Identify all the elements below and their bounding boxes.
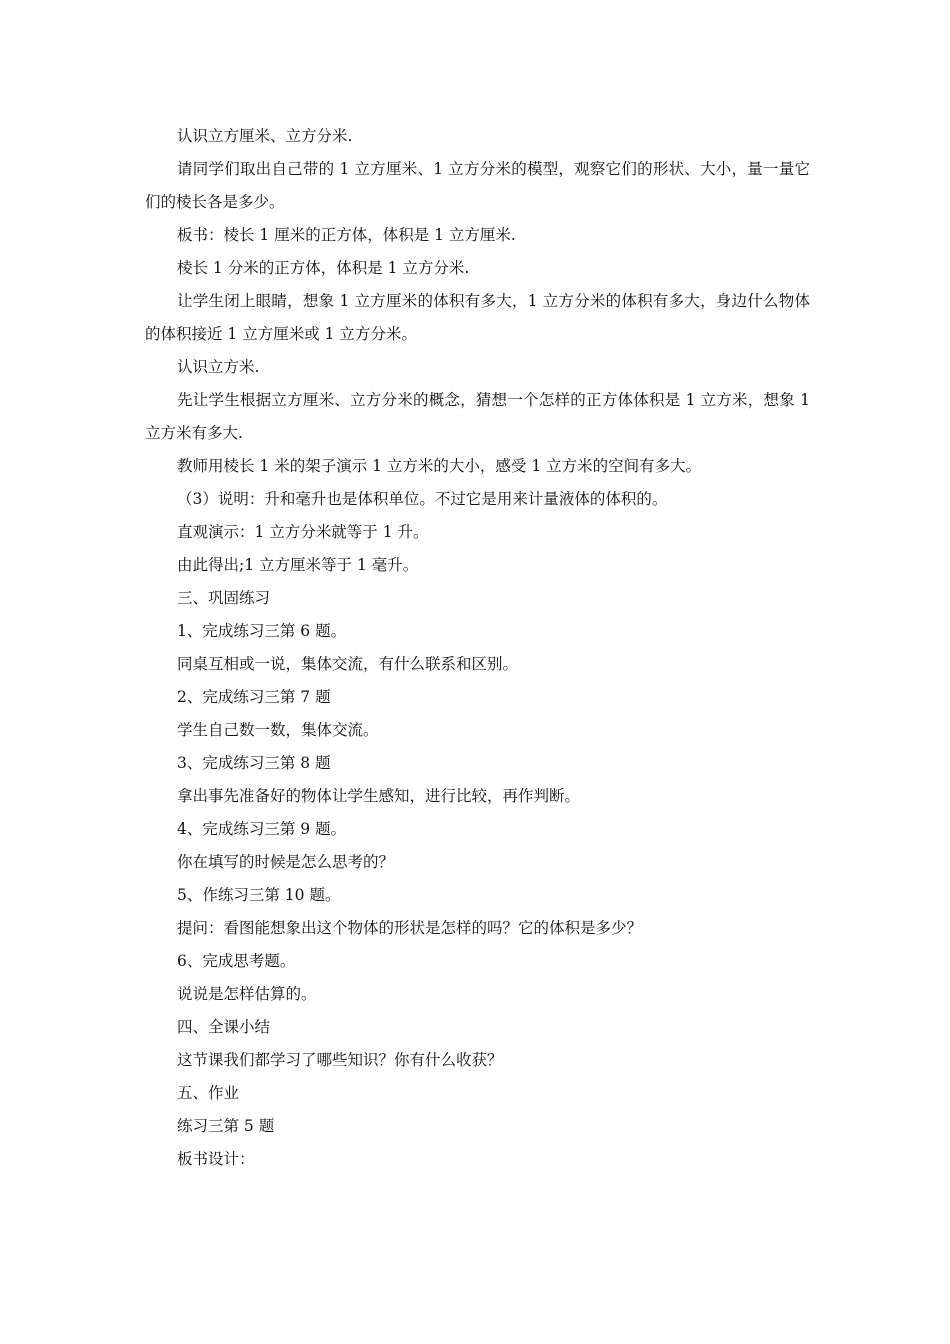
paragraph-26: 这节课我们都学习了哪些知识？你有什么收获？	[177, 1051, 503, 1069]
paragraph-28: 练习三第 5 题	[177, 1117, 275, 1135]
paragraph-20: 你在填写的时候是怎么思考的？	[177, 853, 395, 871]
document-body	[145, 120, 810, 1176]
section-heading-practice: 三、巩固练习	[177, 589, 271, 607]
paragraph-3: 板书：棱长 1 厘米的正方体，体积是 1 立方厘米.	[177, 226, 516, 244]
paragraph-9: （3）说明：升和毫升也是体积单位。不过它是用来计量液体的体积的。	[177, 490, 668, 508]
paragraph-10: 直观演示：1 立方分米就等于 1 升。	[177, 523, 429, 541]
section-heading-homework: 五、作业	[177, 1084, 240, 1102]
paragraph-14: 同桌互相或一说，集体交流，有什么联系和区别。	[177, 655, 519, 673]
paragraph-16: 学生自己数一数，集体交流。	[177, 721, 379, 739]
paragraph-7: 先让学生根据立方厘米、立方分米的概念，猜想一个怎样的正方体体积是 1 立方米，想象 1 立方米有多大.	[145, 391, 810, 442]
paragraph-23: 6、完成思考题。	[177, 952, 296, 970]
paragraph-5: 让学生闭上眼睛，想象 1 立方厘米的体积有多大，1 立方分米的体积有多大，身边什么物体的体积接近 1 立方厘米或 1 立方分米。	[145, 292, 810, 343]
paragraph-24: 说说是怎样估算的。	[177, 985, 317, 1003]
paragraph-1: 认识立方厘米、立方分米.	[177, 127, 353, 145]
paragraph-17: 3、完成练习三第 8 题	[177, 754, 331, 772]
paragraph-19: 4、完成练习三第 9 题。	[177, 820, 347, 838]
paragraph-29: 板书设计：	[177, 1150, 255, 1168]
paragraph-18: 拿出事先准备好的物体让学生感知，进行比较，再作判断。	[177, 787, 581, 805]
paragraph-8: 教师用棱长 1 米的架子演示 1 立方米的大小，感受 1 立方米的空间有多大。	[177, 457, 702, 475]
paragraph-22: 提问：看图能想象出这个物体的形状是怎样的吗？它的体积是多少？	[177, 919, 643, 937]
paragraph-2: 请同学们取出自己带的 1 立方厘米、1 立方分米的模型，观察它们的形状、大小，量一量它们的棱长各是多少。	[145, 160, 810, 211]
paragraph-15: 2、完成练习三第 7 题	[177, 688, 331, 706]
paragraph-6: 认识立方米.	[177, 358, 260, 376]
paragraph-21: 5、作练习三第 10 题。	[177, 886, 341, 904]
paragraph-13: 1、完成练习三第 6 题。	[177, 622, 347, 640]
section-heading-summary: 四、全课小结	[177, 1018, 271, 1036]
paragraph-11: 由此得出;1 立方厘米等于 1 毫升。	[177, 556, 419, 574]
paragraph-4: 棱长 1 分米的正方体，体积是 1 立方分米.	[177, 259, 470, 277]
